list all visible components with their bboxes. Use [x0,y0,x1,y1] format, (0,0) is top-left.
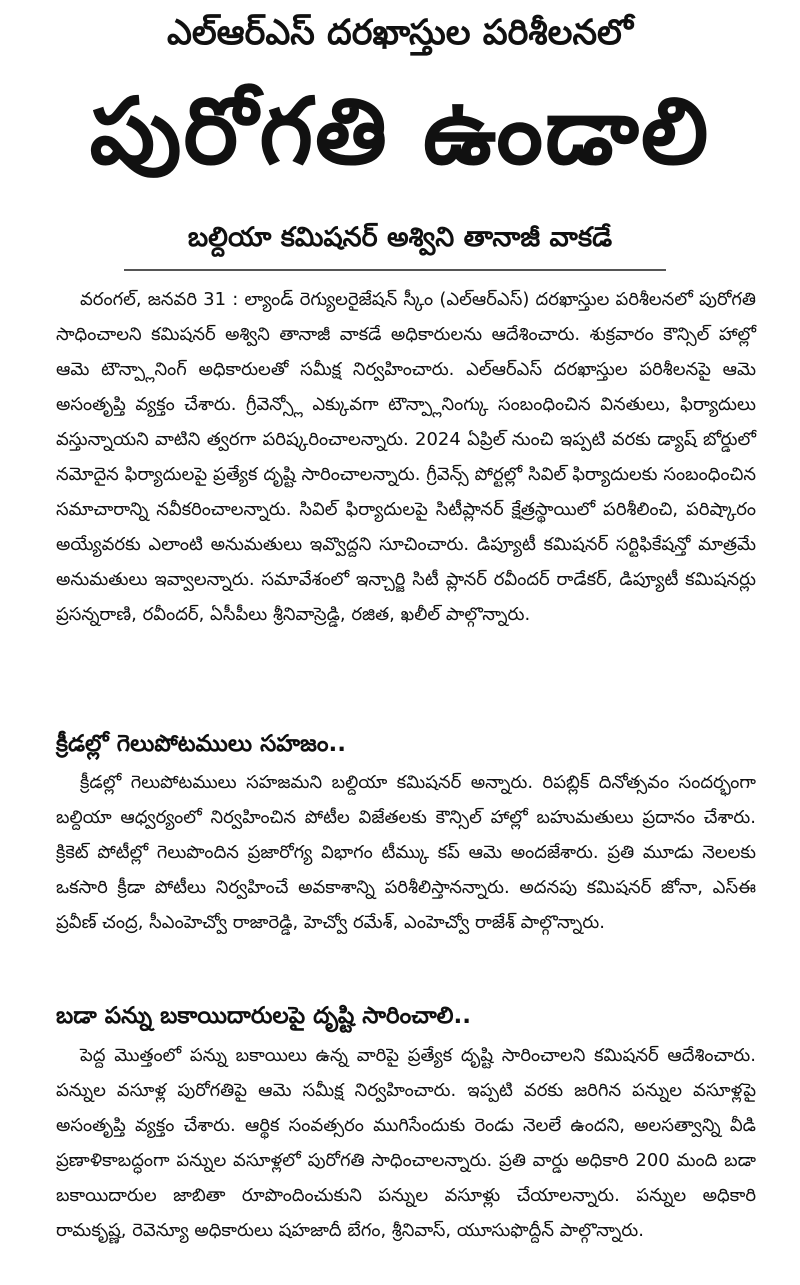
article-paragraph: పెద్ద మొత్తంలో పన్ను బకాయిలు ఉన్న వారిపై ప్రత్యేక దృష్టి సారించాలని కమిషనర్ ఆదేశించారు. పన్నుల వసూళ్ల పురోగతిపై ఆమె సమీక్ష నిర్వహించారు. ఇప్పటి వరకు జరిగిన పన్నుల వసూళ్లపై అసంతృప్తి వ్యక్తం చేశారు. ఆర్థిక సంవత్సరం ముగిసేందుకు రెండు నెలలే ఉందని, అలసత్వాన్ని వీడి ప్రణాళికాబద్ధంగా పన్నుల వసూళ్లలో పురోగతి సాధించాలన్నారు. ప్రతి వార్డు అధికారి 200 మంది బడా బకాయిదారుల జాబితా రూపొందించుకుని పన్నుల వసూళ్లు చేయాలన్నారు. పన్నుల అధికారి రామకృష్ణ, రెవెన్యూ అధికారులు షహజాదీ బేగం, శ్రీనివాస్, యూసుఫొద్దీన్ పాల్గొన్నారు. [56,1045,756,1241]
byline-divider [124,269,666,271]
article-subheading: క్రీడల్లో గెలుపోటములు సహజం.. [56,731,346,757]
article-subheading: బడా పన్ను బకాయిదారులపై దృష్టి సారించాలి.. [56,1003,472,1029]
article-kicker: ఎల్ఆర్ఎస్ దరఖాస్తుల పరిశీలనలో [166,13,634,53]
article-headline: పురోగతి ఉండాలి [89,78,711,185]
article-paragraph: క్రీడల్లో గెలుపోటములు సహజమని బల్దియా కమిషనర్ అన్నారు. రిపబ్లిక్ దినోత్సవం సందర్భంగా బల్దియా ఆధ్వర్యంలో నిర్వహించిన పోటీల విజేతలకు కౌన్సిల్ హాల్లో బహుమతులు ప్రదానం చేశారు. క్రికెట్ పోటీల్లో గెలుపొందిన ప్రజారోగ్య విభాగం టీమ్కు కప్ ఆమె అందజేశారు. ప్రతి మూడు నెలలకు ఒకసారి క్రీడా పోటీలు నిర్వహించే అవకాశాన్ని పరిశీలిస్తానన్నారు. అదనపు కమిషనర్ జోనా, ఎస్ఈ ప్రవీణ్ చంద్ర, సీఎంహెచ్వో రాజారెడ్డి, హెచ్వో రమేశ్, ఎంహెచ్వో రాజేశ్ పాల్గొన్నారు. [56,772,756,933]
article-paragraph: వరంగల్, జనవరి 31 : ల్యాండ్ రెగ్యులరైజేషన్ స్కీం (ఎల్ఆర్ఎస్) దరఖాస్తుల పరిశీలనలో పురోగతి సాధించాలని కమిషనర్ అశ్విని తానాజీ వాకడే అధికారులను ఆదేశించారు. శుక్రవారం కౌన్సిల్ హాల్లో ఆమె టౌన్ప్లానింగ్ అధికారులతో సమీక్ష నిర్వహించారు. ఎల్ఆర్ఎస్ దరఖాస్తుల పరిశీలనపై ఆమె అసంతృప్తి వ్యక్తం చేశారు. గ్రీవెన్స్లో ఎక్కువగా టౌన్ప్లానింగ్కు సంబంధించిన వినతులు, ఫిర్యాదులు వస్తున్నాయని వాటిని త్వరగా పరిష్కరించాలన్నారు. 2024 ఏప్రిల్ నుంచి ఇప్పటి వరకు డ్యాష్ బోర్డులో నమోదైన ఫిర్యాదులపై ప్రత్యేక దృష్టి సారించాలన్నారు. గ్రీవెన్స్ పోర్టల్లో సివిల్ ఫిర్యాదులకు సంబంధించిన సమాచారాన్ని నవీకరించాలన్నారు. సివిల్ ఫిర్యాదులపై సిటీప్లానర్ క్షేత్రస్థాయిలో పరిశీలించి, పరిష్కారం అయ్యేవరకు ఎలాంటి అనుమతులు ఇవ్వొద్దని సూచించారు. డిప్యూటీ కమిషనర్ సర్టిఫికేషన్తో మాత్రమే అనుమతులు ఇవ్వాలన్నారు. సమావేశంలో ఇన్చార్జి సిటీ ప్లానర్ రవీందర్ రాడేకర్, డిప్యూటీ కమిషనర్లు ప్రసన్నరాణి, రవీందర్, ఏసీపీలు శ్రీనివాస్రెడ్డి, రజిత, ఖలీల్ పాల్గొన్నారు. [56,289,756,625]
article-byline: బల్దియా కమిషనర్ అశ్విని తానాజీ వాకడే [187,222,613,253]
